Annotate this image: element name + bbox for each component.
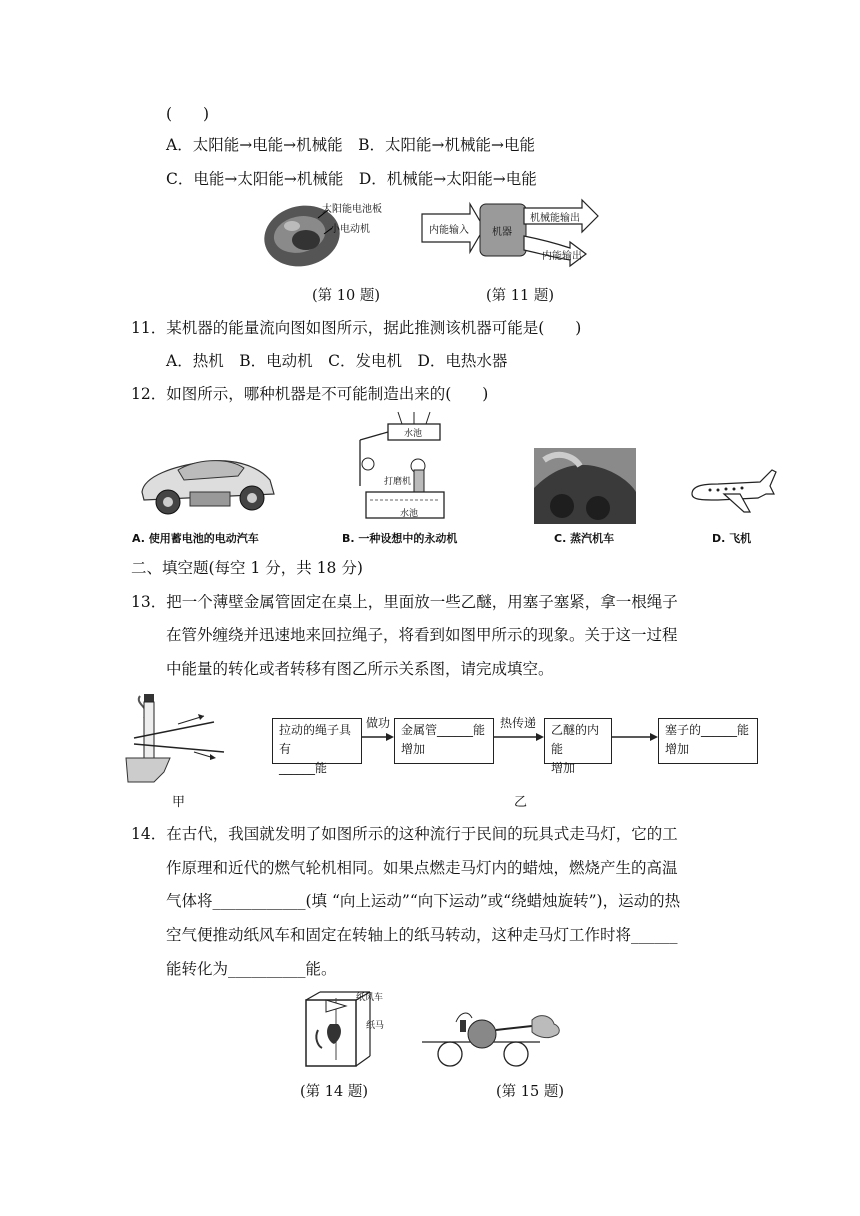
flow-box-tube: [394, 718, 494, 764]
q13-line3: 中能量的转化或者转移有图乙所示关系图，请完成填空。: [166, 660, 554, 678]
q12-b-bottom-label: 水池: [400, 509, 419, 519]
q14-line1: 14．在古代，我国就发明了如图所示的这种流行于民间的玩具式走马灯，它的工: [131, 825, 678, 843]
q15-steam-cart-figure: [420, 1006, 564, 1070]
q10-figure: [262, 196, 402, 268]
q12-steam-locomotive-image: [534, 448, 636, 524]
q11-machine-label: 机器: [492, 227, 512, 238]
q12-label-c: C. 蒸汽机车: [554, 532, 615, 545]
q15-caption: (第 15 题): [496, 1084, 564, 1100]
q11-heat-out-label: 内能输出: [542, 251, 582, 262]
flow-arrow-2-label: 热传递: [500, 716, 537, 730]
flow-box-tube-line2: 增加: [401, 742, 426, 756]
flow-box-ether-line1: 乙醚的内能: [551, 723, 600, 756]
q12-car-image: [134, 440, 284, 526]
flow-box-ether-line2: 增加: [551, 761, 576, 775]
q14-windmill-label: 纸风车: [356, 993, 384, 1003]
flow-box-rope-line2: ______能: [279, 761, 328, 775]
flow-box-rope: [272, 718, 362, 775]
q11-input-label: 内能输入: [429, 225, 469, 236]
flow-arrow-1: [362, 732, 394, 742]
q14-caption: (第 14 题): [300, 1084, 368, 1100]
flow-arrow-1-label: 做功: [366, 716, 391, 730]
q10-panel-label: 太阳能电池板: [322, 204, 382, 215]
flow-box-rope-line1: 拉动的绳子具有: [279, 723, 352, 756]
q13-line2: 在管外缠绕并迅速地来回拉绳子，将看到如图甲所示的现象。关于这一过程: [166, 626, 678, 644]
q13-label-yi: 乙: [514, 795, 528, 810]
q12-label-a: A. 使用蓄电池的电动汽车: [132, 532, 259, 545]
q14-line4: 空气便推动纸风车和固定在转轴上的纸马转动，这种走马灯工作时将______: [166, 926, 678, 944]
flow-arrow-2: [494, 732, 544, 742]
q13-label-jia: 甲: [172, 795, 186, 810]
q11-mech-out-label: 机械能输出: [530, 213, 580, 224]
q11-caption: (第 11 题): [486, 288, 554, 304]
q10-options-row1: A．太阳能→电能→机械能 B．太阳能→机械能→电能: [166, 136, 536, 154]
section2-title: 二、填空题(每空 1 分，共 18 分): [131, 559, 363, 577]
q14-lantern-figure: [300, 990, 392, 1072]
flow-arrow-3: [612, 732, 658, 742]
q12-perpetual-machine-image: [348, 410, 458, 528]
q12-b-top-label: 水池: [404, 429, 423, 439]
q10-options-row2: C．电能→太阳能→机械能 D．机械能→太阳能→电能: [166, 170, 537, 188]
q13-figure-jia: [124, 688, 244, 788]
flow-box-plug-line2: 增加: [665, 742, 690, 756]
q11-options: A．热机 B．电动机 C．发电机 D．电热水器: [166, 352, 508, 370]
flow-box-tube-line1: 金属管______能: [401, 723, 486, 737]
q12-airplane-image: [688, 464, 778, 520]
flow-box-plug: [658, 718, 758, 764]
q14-line2: 作原理和近代的燃气轮机相同。如果点燃走马灯内的蜡烛，燃烧产生的高温: [166, 859, 678, 877]
q10-motor-label: 小电动机: [330, 224, 370, 235]
q12-label-d: D. 飞机: [712, 532, 752, 545]
q12-b-mid-label: 打磨机: [384, 477, 412, 487]
q14-line5: 能转化为__________能。: [166, 960, 337, 978]
q12-stem: 12．如图所示，哪种机器是不可能制造出来的( ): [131, 385, 489, 403]
q14-horse-label: 纸马: [366, 1021, 385, 1031]
q11-figure: [420, 196, 606, 270]
q14-line3: 气体将____________(填 “向上运动”“向下运动”或“绕蜡烛旋转”)，运动的热: [166, 892, 681, 910]
q10-caption: (第 10 题): [312, 288, 380, 304]
q13-line1: 13．把一个薄壁金属管固定在桌上，里面放一些乙醚，用塞子塞紧，拿一根绳子: [131, 593, 678, 611]
q10-bracket: ( ): [166, 105, 210, 123]
flow-box-plug-line1: 塞子的______能: [665, 723, 750, 737]
q11-stem: 11．某机器的能量流向图如图所示，据此推测该机器可能是( ): [131, 319, 582, 337]
flow-box-ether: [544, 718, 612, 775]
q12-label-b: B. 一种设想中的永动机: [342, 532, 458, 545]
